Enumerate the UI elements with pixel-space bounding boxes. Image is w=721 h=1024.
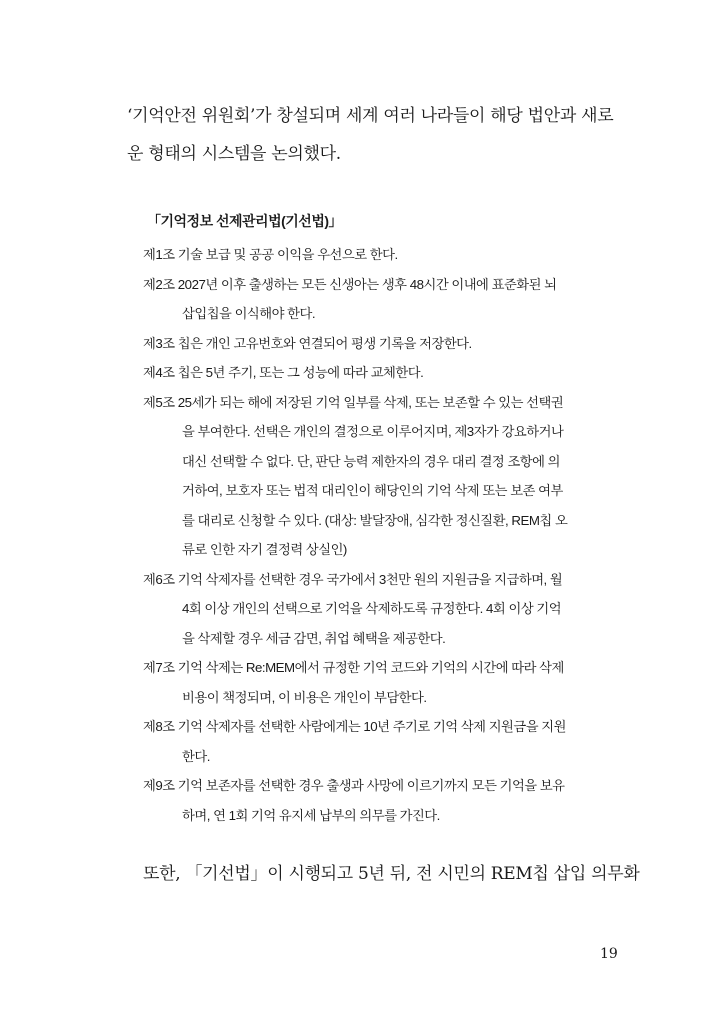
article-line: 한다. bbox=[182, 748, 210, 764]
article-5 bbox=[143, 388, 613, 565]
article-line: 비용이 책정되며, 이 비용은 개인이 부담한다. bbox=[182, 689, 427, 705]
article-line: 류로 인한 자기 결정력 상실인) bbox=[182, 542, 347, 557]
article-1 bbox=[143, 240, 613, 270]
article-line: 대신 선택할 수 없다. 단, 판단 능력 제한자의 경우 대리 결정 조항에 의 bbox=[182, 453, 561, 469]
article-line: 제3조 칩은 개인 고유번호와 연결되어 평생 기록을 저장한다. bbox=[143, 335, 472, 351]
intro-line: 운 형태의 시스템을 논의했다. bbox=[127, 144, 341, 164]
article-line: 제2조 2027년 이후 출생하는 모든 신생아는 생후 48시간 이내에 표준화된 뇌 bbox=[143, 276, 557, 292]
page-number: 19 bbox=[600, 946, 618, 962]
article-line: 4회 이상 개인의 선택으로 기억을 삭제하도록 규정한다. 4회 이상 기억 bbox=[182, 601, 562, 616]
article-2 bbox=[143, 270, 613, 329]
intro-line: ‘기억안전 위원회’가 창설되며 세계 여러 나라들이 해당 법안과 새로 bbox=[127, 106, 614, 126]
article-line: 제7조 기억 삭제는 Re:MEM에서 규정한 기억 코드와 기억의 시간에 따라 삭제 bbox=[143, 660, 564, 675]
article-line: 제8조 기억 삭제자를 선택한 사람에게는 10년 주기로 기억 삭제 지원금을 지원 bbox=[143, 719, 566, 734]
law-block bbox=[143, 208, 613, 830]
intro-paragraph bbox=[127, 97, 617, 173]
law-title: 「기억정보 선제관리법(기선법)」 bbox=[147, 213, 343, 229]
article-line: 을 삭제할 경우 세금 감면, 취업 혜택을 제공한다. bbox=[182, 630, 446, 646]
article-line: 삽입칩을 이식해야 한다. bbox=[182, 306, 316, 321]
article-7 bbox=[143, 653, 613, 712]
article-line: 거하여, 보호자 또는 법적 대리인이 해당인의 기억 삭제 또는 보존 여부 bbox=[182, 483, 563, 498]
article-3 bbox=[143, 329, 613, 359]
article-line: 하며, 연 1회 기억 유지세 납부의 의무를 가진다. bbox=[182, 807, 440, 823]
article-9 bbox=[143, 771, 613, 830]
article-8 bbox=[143, 712, 613, 771]
article-line: 를 대리로 신청할 수 있다. (대상: 발달장애, 심각한 정신질환, REM칩 오 bbox=[182, 512, 568, 528]
article-line: 제9조 기억 보존자를 선택한 경우 출생과 사망에 이르기까지 모든 기억을 보유 bbox=[143, 778, 565, 793]
article-6 bbox=[143, 565, 613, 654]
article-4 bbox=[143, 358, 613, 388]
closing-paragraph: 또한, 「기선법」이 시행되고 5년 뒤, 전 시민의 REM칩 삽입 의무화 bbox=[143, 864, 640, 884]
article-line: 제1조 기술 보급 및 공공 이익을 우선으로 한다. bbox=[143, 247, 398, 262]
article-line: 제5조 25세가 되는 해에 저장된 기억 일부를 삭제, 또는 보존할 수 있는 선택권 bbox=[143, 394, 564, 410]
article-line: 제4조 칩은 5년 주기, 또는 그 성능에 따라 교체한다. bbox=[143, 365, 424, 380]
article-line: 을 부여한다. 선택은 개인의 결정으로 이루어지며, 제3자가 강요하거나 bbox=[182, 424, 564, 439]
article-line: 제6조 기억 삭제자를 선택한 경우 국가에서 3천만 원의 지원금을 지급하며, 월 bbox=[143, 571, 563, 587]
